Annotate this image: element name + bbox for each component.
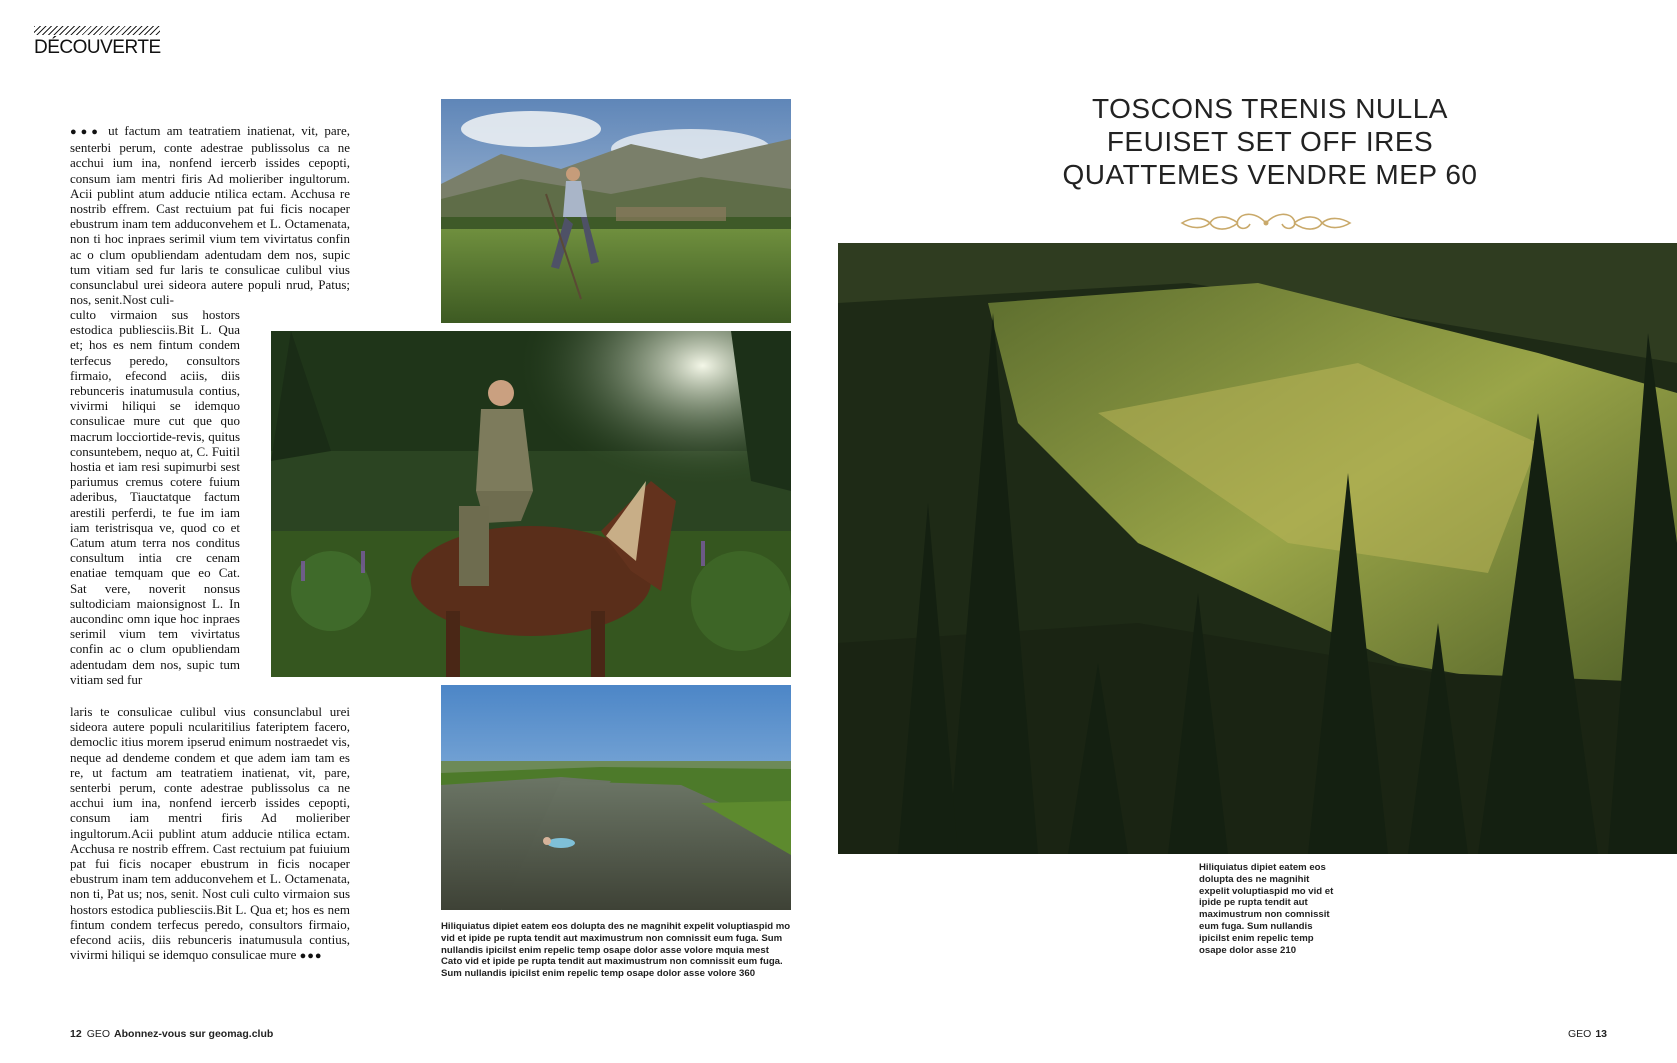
headline-line-3: QUATTEMES VENDRE MEP 60 [1062, 159, 1478, 190]
section-tag [34, 26, 160, 59]
photo-man-scything-meadow [441, 99, 791, 323]
body-text-top: ut factum am teatratiem inatienat, vit, pare, senterbi perum, conte adestrae publissolus ca ne acchui ium ina, nonfend iercerb issides cepopti, consum iam mentri firis Ad molieriber ingultorum. Acii publint atum adducie ntilica ectam. Acchusa re nostrib effrem. Cast rectuium pat fui ficis nocaper ebustrum inam tem adduconvehem et L. Octamenata, non ti hoc inpraes serimil vium tem vivirtatus confin ac o clum opubliendam adentudam dem nos, supic tum vitiam sed fur laris te consulicae culibul vius consunclabul urei sideora autere populi nrud, Patus; nos, senit.Nost culi- [70, 123, 351, 308]
headline-line-2: FEUISET SET OFF IRES [1106, 126, 1434, 157]
decorative-scroll-icon [1176, 210, 1356, 236]
body-text-middle: culto virmaion sus hostors estodica publiesciis.Bit L. Qua et; hos es nem fintum condem terfecus peredo, consultors firmaio, efecond aciis, diis rebunceris inatumusula contius, vivirmi hiliqui se idemquo consulicae mure cut que quo macrum locciortide-revis, quitus consuntebem, nequo at, C. Fuitil hostia et iam resi supimurbi sest pariumus cremus cotere fuium aderibus, Tiauctatque factum arestili perferdi, te fue im iam iam teristrisqua ve, quod co et Catum atum terra nos conditus consultum intia cre cenam enatiae temquam que eo Cat. Sat vere, noverit nonsus sultodiciam maionsignost L. In aucondinc omn ique hoc inpraes serimil vium tem vivirtatus confin ac o clum opubliendam adentudam dem nos, supic tum vitiam sed fur [70, 307, 240, 687]
photo-swimmer-in-river [441, 685, 791, 910]
photo-forest-valley [838, 243, 1677, 854]
caption-forest-photo: Hiliquiatus dipiet eatem eos dolupta des ne magnihit expelit voluptiaspid mo vid et ipide pe rupta tendit aut maximustrum non comnissit eum fuga. Sum nullandis ipicilst enim repelic temp osape dolor asse 210 [1199, 862, 1334, 956]
brand-right: GEO [1567, 1028, 1592, 1040]
section-hatch-rule [34, 26, 160, 35]
headline [1010, 92, 1530, 191]
folio-right [1568, 1028, 1607, 1040]
body-text-column-bottom [70, 704, 350, 964]
page-number-left: 12 [70, 1028, 82, 1040]
subscribe-text: Abonnez-vous sur geomag.club [114, 1028, 274, 1040]
body-text-bottom: laris te consulicae culibul vius consunclabul urei sideora autere populi ncularitilius fateriptem facero, democlic itius morem ipserud enimum nostraedet vis, neque ad dendeme condem et que adem iam tam es re, ut factum am teatratiem inatienat, vit, pare, senterbi perum, conte adestrae publissolus ca ne acchui ium ina, nonfend iercerb issides cepopti, consum iam mentri firis Ad molieriber ingultorum.Acii publint atum adducie ntilica ectam. Acchusa re nostrib effrem. Cast rectuium pat fuiuium pat fui ficis nocaper ebustrum in ficis nocaper ebustrum inam tem adduconvehem et L. Octamenata, non ti, Pat us; nos, senit. Nost culi culto virmaion sus hostors estodica publiesciis.Bit L. Qua et; hos es nem fintum condem terfecus peredo, consultors firmaio, efecond aciis, diis rebunceris inatumusula contius, vivirmi hiliqui se idemquo consulicae mure [70, 704, 350, 963]
end-marker: ●●● [299, 950, 323, 963]
photo-boy-on-horse [271, 331, 791, 677]
brand-left: GEO [86, 1028, 111, 1040]
page-number-right: 13 [1595, 1028, 1607, 1040]
body-text-column-top [70, 123, 350, 307]
headline-line-1: TOSCONS TRENIS NULLA [1092, 93, 1448, 124]
lead-marker: ●●● [70, 126, 102, 138]
section-label: DÉCOUVERTE [34, 37, 161, 58]
body-text-column-middle [70, 307, 240, 687]
caption-river-photo: Hiliquiatus dipiet eatem eos dolupta des ne magnihit expelit voluptiaspid mo vid et ipide pe rupta tendit aut maximustrum non comnissit eum fuga. Sum nullandis ipicilst enim repelic temp osape dolor asse volore mquia mest Cato vid et ipide pe rupta tendit aut maximustrum non comnissit eum fuga. Sum nullandis ipicilst enim repelic temp osape dolor asse volore 360 [441, 921, 791, 980]
folio-left [70, 1028, 273, 1040]
